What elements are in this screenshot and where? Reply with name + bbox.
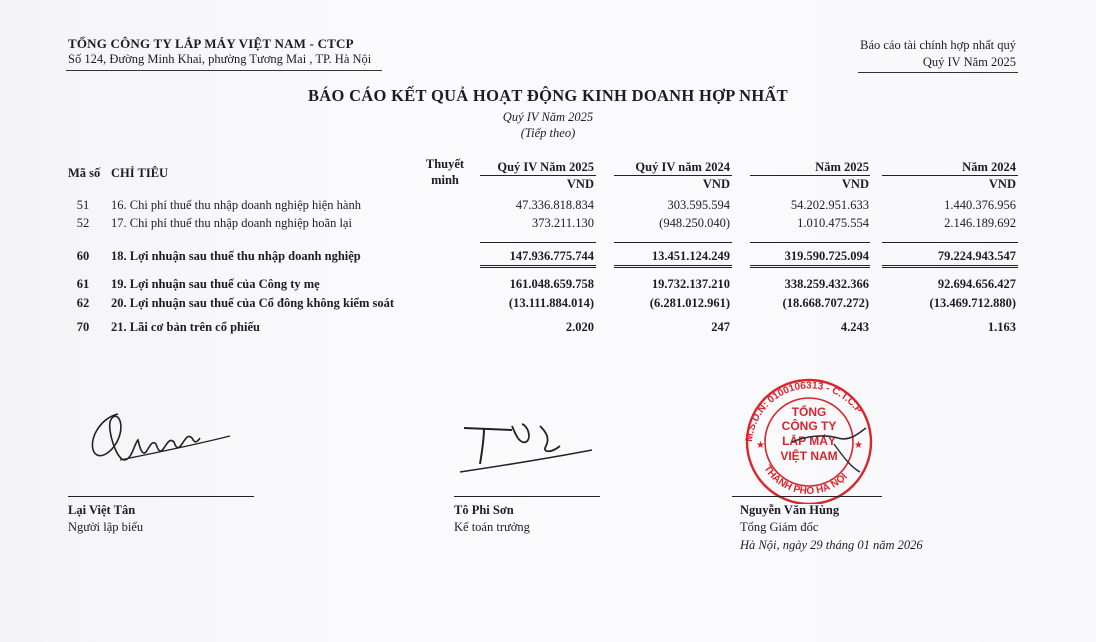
cell-2025: 319.590.725.094	[784, 249, 869, 263]
col-2024-header: Năm 2024	[962, 160, 1016, 174]
report-title: BÁO CÁO KẾT QUẢ HOẠT ĐỘNG KINH DOANH HỢP NHẤT	[308, 86, 788, 105]
cell-q4-2024: 19.732.137.210	[651, 277, 730, 291]
cell-2025: (18.668.707.272)	[782, 296, 869, 310]
row-code: 61	[76, 277, 90, 291]
cell-2024: (13.469.712.880)	[929, 296, 1016, 310]
svg-text:TỔNG: TỔNG	[791, 405, 827, 419]
header-rule	[66, 70, 382, 71]
col-q4-2024-unit: VND	[702, 177, 730, 191]
cell-2024: 2.146.189.692	[944, 216, 1016, 230]
col-2024-rule	[882, 175, 1018, 176]
cell-2025: 338.259.432.366	[784, 277, 869, 291]
total-double-rule	[480, 265, 596, 268]
col-2024-unit: VND	[988, 177, 1016, 191]
general-director-role: Tổng Giám đốc	[740, 520, 819, 534]
signature-preparer	[80, 400, 240, 480]
company-address: Số 124, Đường Minh Khai, phường Tương Mai , TP. Hà Nội	[68, 52, 372, 66]
total-double-rule	[882, 265, 1018, 268]
cell-q4-2024: 247	[711, 320, 730, 334]
company-name: TỔNG CÔNG TY LẮP MÁY VIỆT NAM - CTCP	[68, 36, 354, 51]
company-seal	[734, 372, 884, 504]
row-code: 60	[76, 249, 90, 263]
row-code: 62	[76, 296, 90, 310]
signature-line	[732, 496, 882, 497]
cell-2024: 1.163	[987, 320, 1016, 334]
signature-chief-accountant	[450, 412, 600, 482]
signature-line	[454, 496, 600, 497]
subtotal-rule	[750, 242, 870, 243]
svg-text:M.S.D.N: 0100106313 - C.T.C.P: M.S.D.N: 0100106313 - C.T.C.P	[743, 380, 865, 443]
col-note-header-2: minh	[431, 173, 459, 187]
cell-q4-2025: 161.048.659.758	[509, 277, 594, 291]
date-place: Hà Nội, ngày 29 tháng 01 năm 2026	[740, 538, 923, 552]
cell-2024: 92.694.656.427	[937, 277, 1016, 291]
row-label: 19. Lợi nhuận sau thuế của Công ty mẹ	[111, 277, 320, 291]
col-code-header: Mã số	[68, 166, 101, 180]
cell-2025: 54.202.951.633	[790, 198, 869, 212]
row-label: 20. Lợi nhuận sau thuế của Cổ đông không kiểm soát	[111, 296, 395, 310]
general-director-name: Nguyễn Văn Hùng	[740, 503, 840, 517]
cell-q4-2024: 303.595.594	[667, 198, 730, 212]
cell-q4-2025: 47.336.818.834	[515, 198, 594, 212]
col-q4-2025-rule	[480, 175, 596, 176]
preparer-name: Lại Việt Tân	[68, 503, 136, 517]
col-item-header: CHỈ TIÊU	[111, 166, 169, 180]
signature-line	[68, 496, 254, 497]
row-label: 16. Chi phí thuế thu nhập doanh nghiệp hiện hành	[111, 198, 361, 212]
report-type: Báo cáo tài chính hợp nhất quý	[860, 38, 1016, 52]
col-2025-rule	[750, 175, 870, 176]
subtotal-rule	[614, 242, 732, 243]
header-rule-right	[858, 72, 1018, 73]
row-code: 52	[76, 216, 90, 230]
cell-2025: 1.010.475.554	[797, 216, 869, 230]
subtotal-rule	[882, 242, 1018, 243]
col-note-header-1: Thuyết	[425, 157, 465, 171]
svg-text:CÔNG TY: CÔNG TY	[781, 419, 837, 433]
cell-q4-2025: (13.111.884.014)	[508, 296, 594, 310]
row-label: 18. Lợi nhuận sau thuế thu nhập doanh nghiệp	[111, 249, 361, 263]
col-q4-2025-header: Quý IV Năm 2025	[497, 160, 594, 174]
subtotal-rule	[480, 242, 596, 243]
col-q4-2024-header: Quý IV năm 2024	[635, 160, 730, 174]
row-label: 21. Lãi cơ bản trên cổ phiếu	[111, 320, 260, 334]
cell-q4-2024: (948.250.040)	[659, 216, 730, 230]
row-code: 51	[76, 198, 90, 212]
svg-text:VIỆT NAM: VIỆT NAM	[780, 449, 838, 463]
svg-text:THÀNH PHỐ HÀ NỘI: THÀNH PHỐ HÀ NỘI	[761, 463, 850, 498]
cell-2024: 1.440.376.956	[944, 198, 1016, 212]
svg-text:★: ★	[854, 440, 863, 451]
cell-q4-2024: 13.451.124.249	[651, 249, 730, 263]
cell-q4-2025: 2.020	[565, 320, 594, 334]
col-q4-2025-unit: VND	[566, 177, 594, 191]
cell-q4-2025: 147.936.775.744	[509, 249, 594, 263]
report-period: Quý IV Năm 2025	[922, 55, 1016, 69]
svg-text:★: ★	[756, 440, 765, 451]
total-double-rule	[614, 265, 732, 268]
col-q4-2024-rule	[614, 175, 732, 176]
continued-note: (Tiếp theo)	[520, 126, 576, 140]
chief-accountant-role: Kế toán trưởng	[454, 520, 530, 534]
total-double-rule	[750, 265, 870, 268]
col-2025-header: Năm 2025	[815, 160, 869, 174]
cell-2024: 79.224.943.547	[937, 249, 1016, 263]
svg-text:LẮP MÁY: LẮP MÁY	[782, 434, 836, 448]
report-subtitle: Quý IV Năm 2025	[502, 110, 594, 124]
row-label: 17. Chi phí thuế thu nhập doanh nghiệp hoãn lại	[111, 216, 352, 230]
preparer-role: Người lập biểu	[68, 520, 144, 534]
chief-accountant-name: Tô Phi Sơn	[454, 503, 514, 517]
cell-q4-2024: (6.281.012.961)	[649, 296, 730, 310]
cell-2025: 4.243	[840, 320, 869, 334]
cell-q4-2025: 373.211.130	[531, 216, 594, 230]
row-code: 70	[76, 320, 90, 334]
col-2025-unit: VND	[841, 177, 869, 191]
